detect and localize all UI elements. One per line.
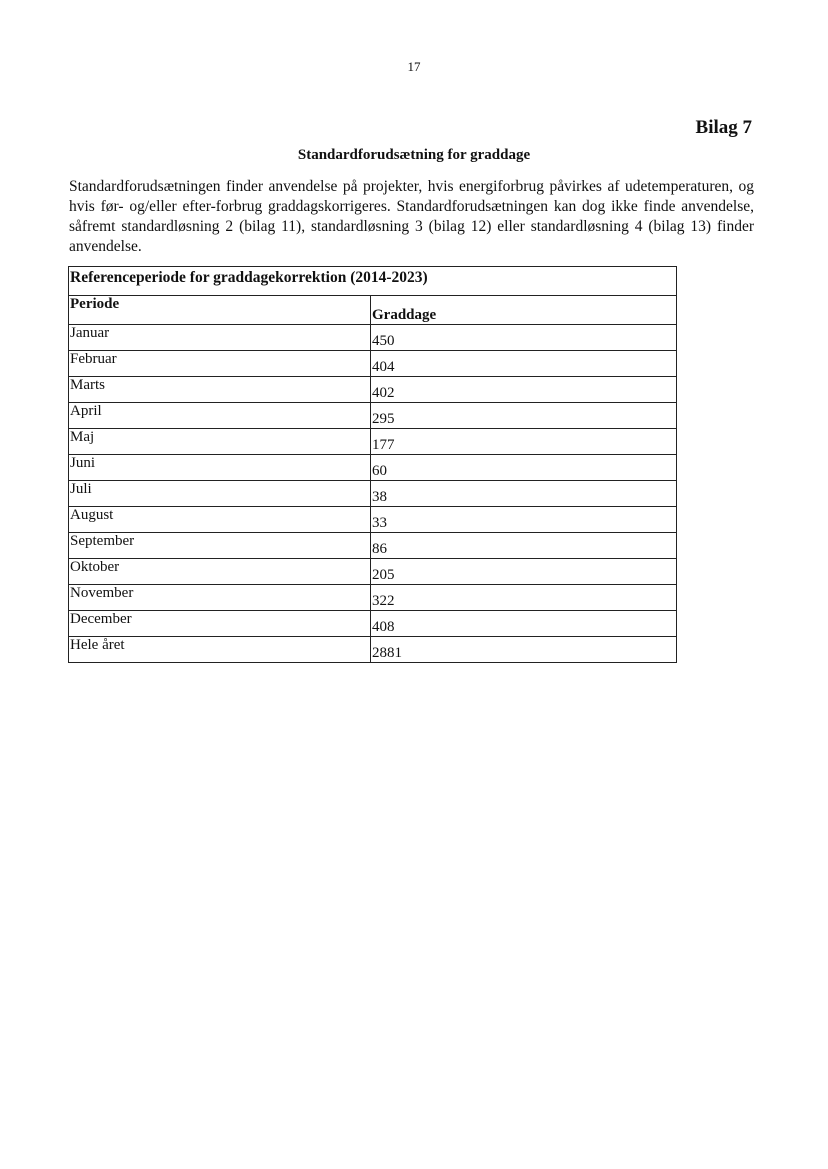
column-header-periode: Periode <box>69 296 371 325</box>
body-paragraph: Standardforudsætningen finder anvendelse på projekter, hvis energiforbrug påvirkes af udetemperaturen, og hvis før- og/eller efter-forbrug graddagskorrigeres. Standardforudsætningen kan dog ikke finde anvendelse, såfremt standardløsning 2 (bilag 11), standardløsning 3 (bilag 12) eller standardløsning 4 (bilag 13) finder anvendelse. <box>69 178 754 255</box>
table-row <box>69 351 677 377</box>
table-row <box>69 377 677 403</box>
graddage-cell: 60 <box>371 455 677 481</box>
table-row <box>69 325 677 351</box>
graddage-cell: 450 <box>371 325 677 351</box>
period-cell: April <box>69 403 371 429</box>
period-cell: Marts <box>69 377 371 403</box>
table-row <box>69 507 677 533</box>
table-row <box>69 585 677 611</box>
graddage-cell: 295 <box>371 403 677 429</box>
graddage-cell: 33 <box>371 507 677 533</box>
graddage-cell: 177 <box>371 429 677 455</box>
column-header-graddage: Graddage <box>371 296 677 325</box>
graddage-cell: 402 <box>371 377 677 403</box>
period-cell: Hele året <box>69 637 371 663</box>
graddage-cell: 2881 <box>371 637 677 663</box>
period-cell: Januar <box>69 325 371 351</box>
page-title: Standardforudsætning for graddage <box>297 147 531 163</box>
table-header-row <box>69 296 677 325</box>
table-caption-row <box>69 267 677 296</box>
graddage-cell: 205 <box>371 559 677 585</box>
table-row <box>69 611 677 637</box>
graddage-cell: 38 <box>371 481 677 507</box>
table-row <box>69 403 677 429</box>
period-cell: November <box>69 585 371 611</box>
period-cell: Oktober <box>69 559 371 585</box>
table-row <box>69 637 677 663</box>
period-cell: Juli <box>69 481 371 507</box>
period-cell: December <box>69 611 371 637</box>
graddage-cell: 408 <box>371 611 677 637</box>
period-cell: September <box>69 533 371 559</box>
period-cell: August <box>69 507 371 533</box>
table-row <box>69 455 677 481</box>
reference-table <box>68 266 677 663</box>
table-row <box>69 481 677 507</box>
graddage-cell: 404 <box>371 351 677 377</box>
period-cell: Februar <box>69 351 371 377</box>
period-cell: Maj <box>69 429 371 455</box>
table-row <box>69 533 677 559</box>
appendix-label: Bilag 7 <box>695 117 752 138</box>
page-number: 17 <box>407 59 421 74</box>
graddage-cell: 86 <box>371 533 677 559</box>
period-cell: Juni <box>69 455 371 481</box>
graddage-cell: 322 <box>371 585 677 611</box>
table-row <box>69 559 677 585</box>
table-row <box>69 429 677 455</box>
table-caption: Referenceperiode for graddagekorrektion (2014-2023) <box>69 267 677 296</box>
